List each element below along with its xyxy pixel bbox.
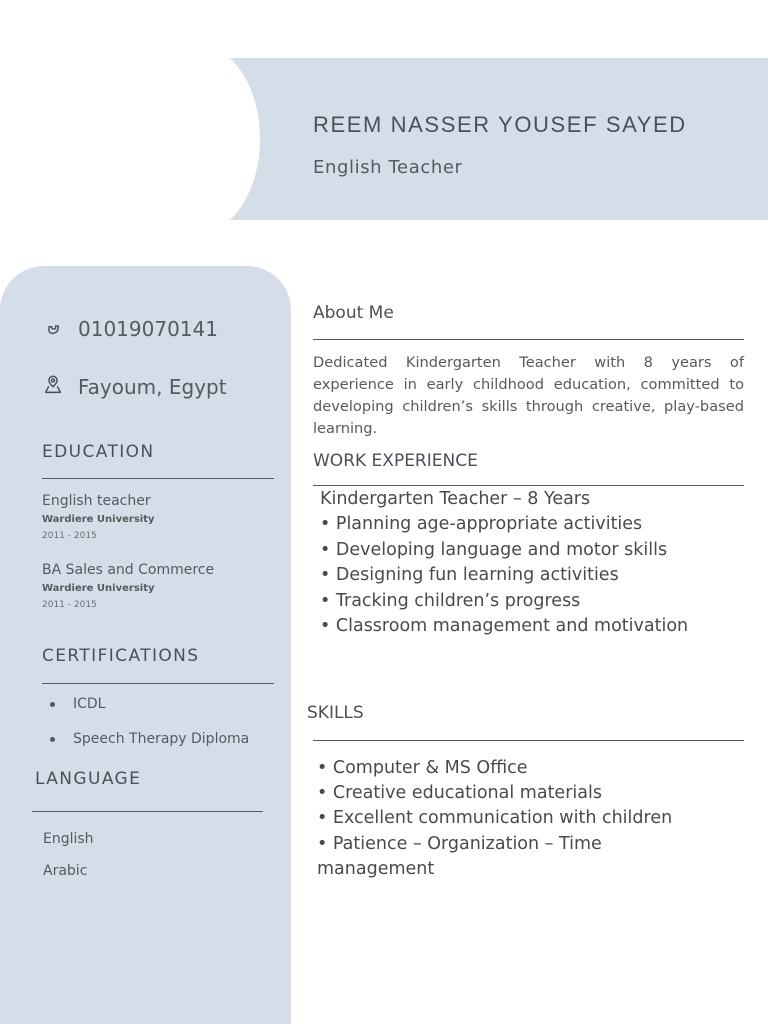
education-title: BA Sales and Commerce: [42, 562, 215, 578]
work-experience-divider: [313, 485, 744, 486]
skills-heading: SKILLS: [307, 703, 364, 723]
bullet-dot: [50, 737, 55, 742]
language-heading: LANGUAGE: [35, 769, 142, 789]
skill-line: management: [317, 859, 435, 879]
work-line: • Developing language and motor skills: [320, 540, 668, 560]
skill-line: • Patience – Organization – Time: [317, 834, 602, 854]
certification-label: ICDL: [73, 696, 106, 712]
certification-item: [50, 731, 249, 747]
skill-line: • Computer & MS Office: [317, 758, 528, 778]
phone-icon: [42, 316, 64, 342]
header-band: [222, 58, 768, 220]
skills-divider: [313, 740, 744, 741]
header-notch: [140, 46, 260, 232]
certification-label: Speech Therapy Diploma: [73, 731, 250, 747]
education-heading: EDUCATION: [42, 442, 155, 462]
bullet-dot: [50, 702, 55, 707]
education-divider: [42, 478, 274, 479]
job-title: English Teacher: [313, 157, 463, 178]
work-line: • Tracking children’s progress: [320, 591, 581, 611]
language-item: English: [43, 831, 94, 847]
education-school: Wardiere University: [42, 583, 155, 594]
about-paragraph: Dedicated Kindergarten Teacher with 8 years of experience in early childhood education, committed to developing children’s skills through creative, play-based learning.: [313, 354, 744, 437]
certifications-divider: [42, 683, 274, 684]
education-years: 2011 - 2015: [42, 600, 97, 610]
about-heading: About Me: [313, 303, 394, 323]
work-experience-heading: WORK EXPERIENCE: [313, 451, 478, 471]
about-divider: [313, 339, 744, 340]
education-title: English teacher: [42, 493, 151, 509]
location-pin-icon: [42, 374, 64, 400]
candidate-name: REEM NASSER YOUSEF SAYED: [313, 112, 687, 137]
language-divider: [32, 811, 263, 812]
education-years: 2011 - 2015: [42, 531, 97, 541]
location-text: Fayoum, Egypt: [78, 375, 227, 399]
work-line: • Designing fun learning activities: [320, 565, 619, 585]
work-line: • Classroom management and motivation: [320, 616, 689, 636]
certification-item: [50, 696, 105, 712]
work-line: • Planning age-appropriate activities: [320, 514, 643, 534]
phone-row: [42, 316, 218, 342]
certifications-heading: CERTIFICATIONS: [42, 646, 200, 666]
skill-line: • Excellent communication with children: [317, 808, 673, 828]
work-line: Kindergarten Teacher – 8 Years: [320, 489, 591, 509]
language-item: Arabic: [43, 863, 88, 879]
education-school: Wardiere University: [42, 514, 155, 525]
phone-number: 01019070141: [78, 317, 218, 341]
location-row: [42, 374, 227, 400]
skill-line: • Creative educational materials: [317, 783, 602, 803]
